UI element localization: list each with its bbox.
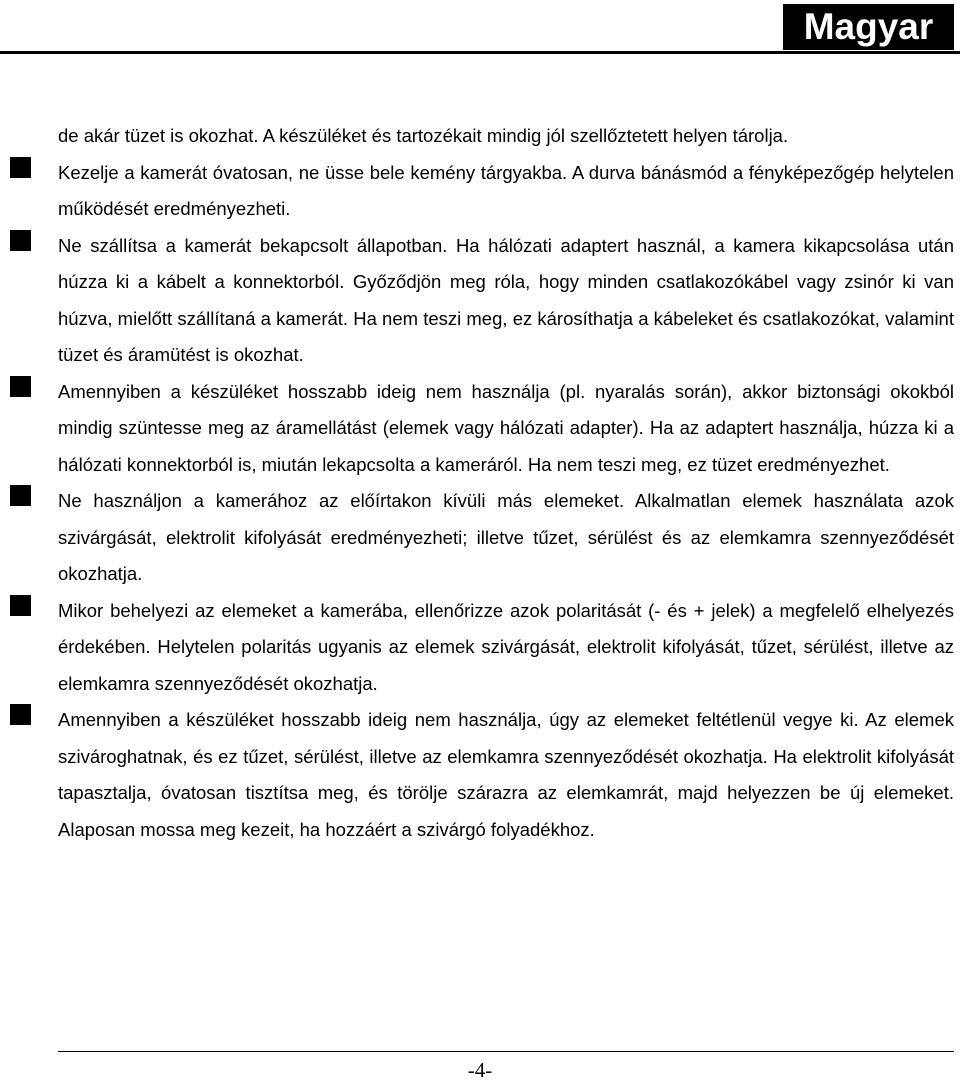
bullet-text: Amennyiben a készüléket hosszabb ideig nem használja (pl. nyaralás során), akkor biztonsági okokból mindig szüntesse meg az áramellátást (elemek vagy hálózati adapter). Ha az adaptert használja, húzza ki a hálózati konnektorból is, miután lekapcsolta a kameráról. Ha nem teszi meg, ez tüzet eredményezhet. — [58, 380, 954, 475]
square-bullet-icon — [10, 595, 31, 616]
paragraph-continued: de akár tüzet is okozhat. A készüléket és tartozékait mindig jól szellőztetett helyen tárolja. — [58, 125, 789, 146]
square-bullet-icon — [10, 376, 31, 397]
bullet-item-remove-batteries — [58, 702, 954, 848]
page-number: -4- — [467, 1058, 493, 1082]
bullet-text: Kezelje a kamerát óvatosan, ne üsse bele kemény tárgyakba. A durva bánásmód a fényképezőgép helytelen működését eredményezheti. — [58, 161, 954, 219]
square-bullet-icon — [10, 485, 31, 506]
square-bullet-icon — [10, 157, 31, 178]
square-bullet-icon — [10, 230, 31, 251]
language-badge: Magyar — [783, 4, 954, 50]
bullet-item-transport — [58, 228, 954, 374]
bullet-item-battery-type — [58, 483, 954, 593]
bullet-item-handling — [58, 155, 954, 228]
footer-rule — [58, 1051, 954, 1052]
bullet-text: Amennyiben a készüléket hosszabb ideig nem használja, úgy az elemeket feltétlenül vegye ki. Az elemek szivároghatnak, és ez tűzet, sérülést, illetve az elemkamra szennyeződését okozhatja. Ha elektrolit kifolyását tapasztalja, óvatosan tisztítsa meg, és törölje szárazra az elemkamrát, majd helyezzen be új elemeket. Alaposan mossa meg kezeit, ha hozzáért a szivárgó folyadékhoz. — [58, 709, 954, 840]
bullet-text: Mikor behelyezi az elemeket a kamerába, ellenőrizze azok polaritását (- és + jelek) a megfelelő elhelyezés érdekében. Helytelen polaritás ugyanis az elemek szivárgását, elektrolit kifolyását, tűzet, sérülést, illetve az elemkamra szennyeződését okozhatja. — [58, 599, 954, 694]
page-body — [58, 118, 954, 848]
square-bullet-icon — [10, 704, 31, 725]
bullet-item-polarity — [58, 593, 954, 703]
bullet-item-long-unused — [58, 374, 954, 484]
header-rule — [0, 51, 960, 54]
bullet-text: Ne szállítsa a kamerát bekapcsolt állapotban. Ha hálózati adaptert használ, a kamera kikapcsolása után húzza ki a kábelt a konnektorból. Győződjön meg róla, hogy minden csatlakozókábel vagy zsinór ki van húzva, mielőtt szállítaná a kamerát. Ha nem teszi meg, ez károsíthatja a kábeleket és csatlakozókat, valamint tüzet és áramütést is okozhat. — [58, 234, 954, 365]
bullet-text: Ne használjon a kamerához az előírtakon kívüli más elemeket. Alkalmatlan elemek használata azok szivárgását, elektrolit kifolyását eredményezheti; illetve tűzet, sérülést és az elemkamra szennyeződését okozhatja. — [58, 490, 954, 584]
